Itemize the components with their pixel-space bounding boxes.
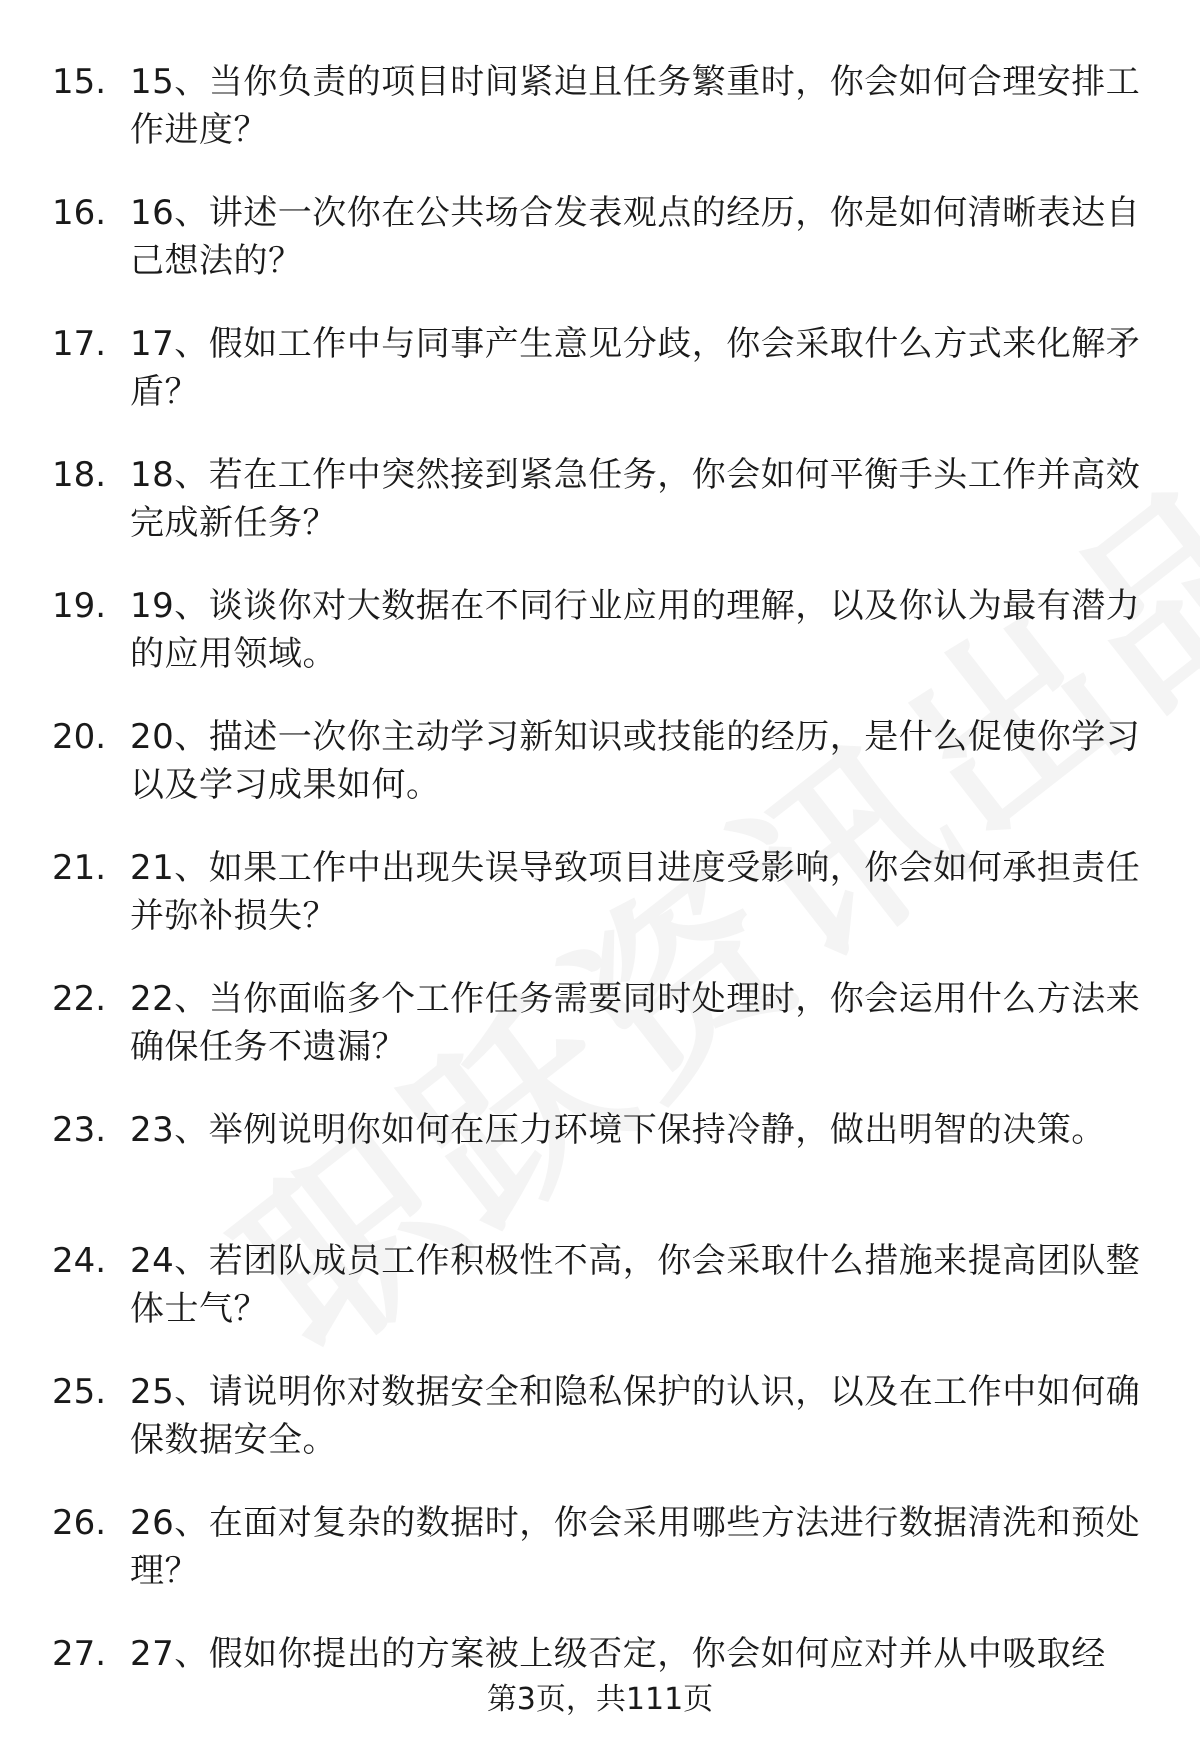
question-number: 22. <box>52 979 107 1019</box>
question-text: 20、描述一次你主动学习新知识或技能的经历，是什么促使你学习以及学习成果如何。 <box>130 717 1141 805</box>
question-number: 16. <box>52 193 107 233</box>
list-item <box>0 1368 1200 1499</box>
list-item <box>0 844 1200 975</box>
question-number: 18. <box>52 455 107 495</box>
page-indicator: 第3页，共111页 <box>486 1682 714 1717</box>
question-number: 19. <box>52 586 107 626</box>
list-item <box>0 713 1200 844</box>
question-text: 27、假如你提出的方案被上级否定，你会如何应对并从中吸取经 <box>130 1634 1106 1674</box>
question-number: 23. <box>52 1110 107 1150</box>
question-text: 16、讲述一次你在公共场合发表观点的经历，你是如何清晰表达自己想法的？ <box>130 193 1141 281</box>
question-number: 26. <box>52 1503 107 1543</box>
list-item <box>0 1237 1200 1368</box>
question-number: 24. <box>52 1241 107 1281</box>
list-item <box>0 189 1200 320</box>
list-item <box>0 975 1200 1106</box>
question-number: 17. <box>52 324 107 364</box>
question-number: 27. <box>52 1634 107 1674</box>
list-item <box>0 1106 1200 1237</box>
question-text: 19、谈谈你对大数据在不同行业应用的理解，以及你认为最有潜力的应用领域。 <box>130 586 1141 674</box>
question-number: 15. <box>52 62 107 102</box>
list-item <box>0 58 1200 189</box>
question-text: 26、在面对复杂的数据时，你会采用哪些方法进行数据清洗和预处理？ <box>130 1503 1141 1591</box>
question-text: 22、当你面临多个工作任务需要同时处理时，你会运用什么方法来确保任务不遗漏？ <box>130 979 1141 1067</box>
question-text: 23、举例说明你如何在压力环境下保持冷静，做出明智的决策。 <box>130 1110 1106 1150</box>
question-number: 21. <box>52 848 107 888</box>
list-item <box>0 1499 1200 1630</box>
list-item <box>0 582 1200 713</box>
list-item <box>0 451 1200 582</box>
question-list <box>0 58 1200 1761</box>
list-item <box>0 320 1200 451</box>
question-text: 18、若在工作中突然接到紧急任务，你会如何平衡手头工作并高效完成新任务？ <box>130 455 1141 543</box>
question-text: 24、若团队成员工作积极性不高，你会采取什么措施来提高团队整体士气？ <box>130 1241 1141 1329</box>
question-number: 25. <box>52 1372 107 1412</box>
question-text: 25、请说明你对数据安全和隐私保护的认识，以及在工作中如何确保数据安全。 <box>130 1372 1141 1460</box>
question-text: 17、假如工作中与同事产生意见分歧，你会采取什么方式来化解矛盾？ <box>130 324 1141 412</box>
question-text: 15、当你负责的项目时间紧迫且任务繁重时，你会如何合理安排工作进度？ <box>130 62 1141 150</box>
question-number: 20. <box>52 717 107 757</box>
question-text: 21、如果工作中出现失误导致项目进度受影响，你会如何承担责任并弥补损失？ <box>130 848 1141 936</box>
